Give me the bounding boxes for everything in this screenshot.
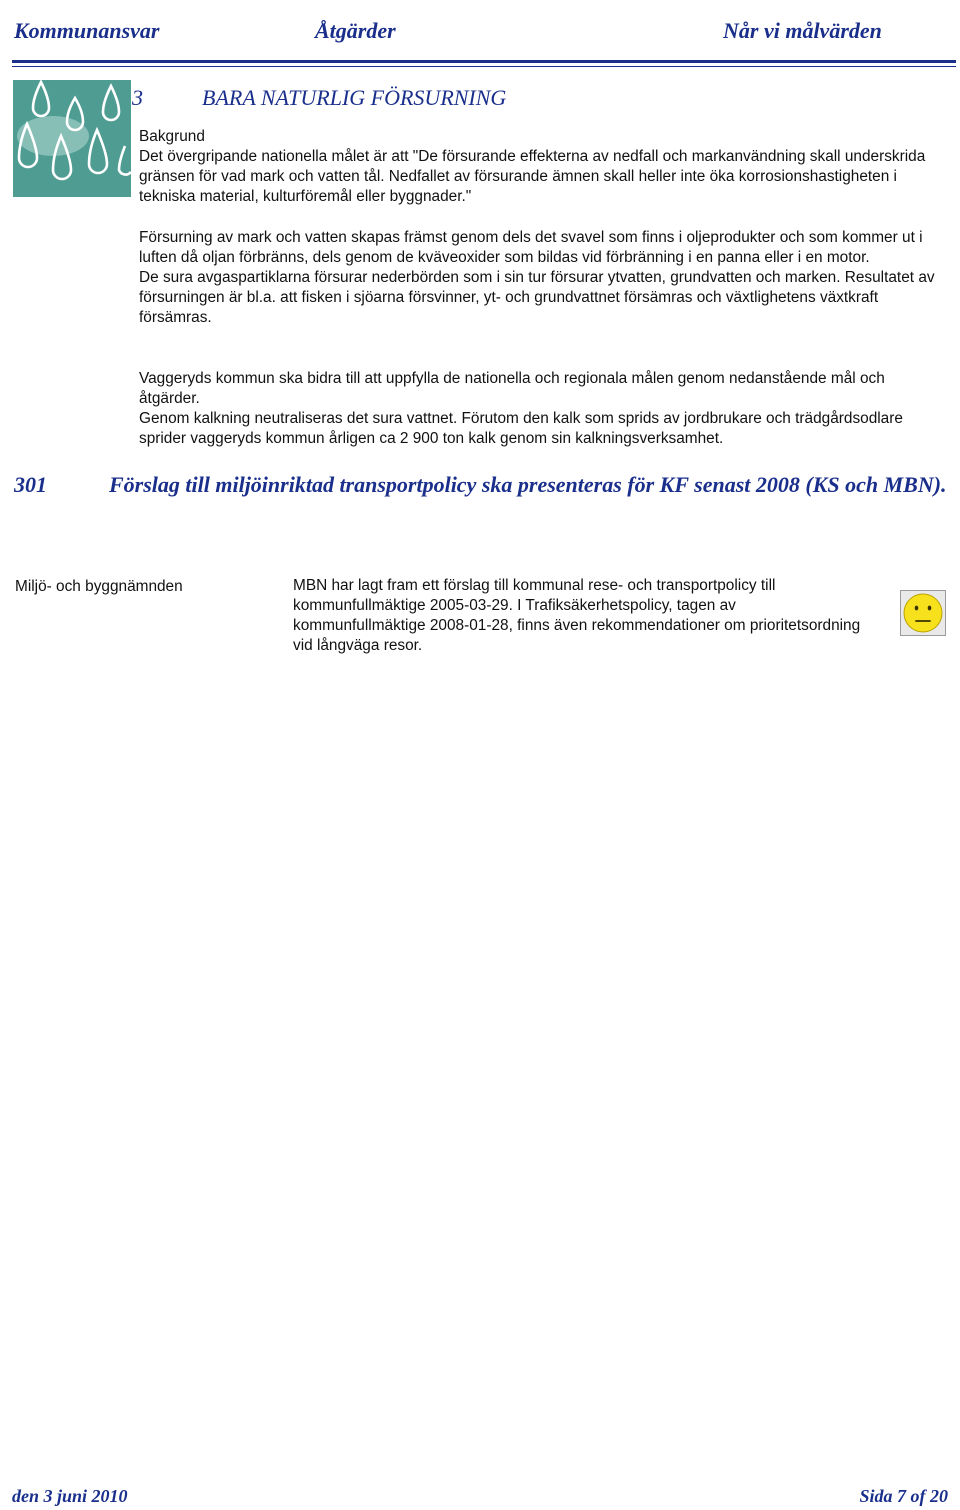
goal-text: Förslag till miljöinriktad transportpolicy ska presenteras för KF senast 2008 (KS och MBN).	[109, 472, 947, 497]
goal-number: 301	[14, 472, 47, 497]
raindrops-logo-icon	[13, 80, 131, 197]
section-title-text: BARA NATURLIG FÖRSURNING	[202, 85, 507, 110]
header-atgarder: Åtgärder	[315, 18, 396, 43]
page-header	[0, 14, 960, 50]
municipality-paragraph-goals: Vaggeryds kommun ska bidra till att uppfylla de nationella och regionala målen genom nedanstående mål och åtgärder.	[139, 370, 885, 407]
responsible-party: Miljö- och byggnämnden	[15, 578, 183, 595]
section-number: 3	[132, 85, 143, 110]
acidification-paragraph-effects: De sura avgaspartiklarna försurar nederbörden som i sin tur försurar ytvatten, grundvatten och marken. Resultatet av försurningen är bl.a. att fisken i sjöarna försvinner, yt- och grundvattnet försämras och växtlighetens växtkraft försämras.	[139, 269, 935, 326]
municipality-paragraph-liming: Genom kalkning neutraliseras det sura vattnet. Förutom den kalk som sprids av jordbrukare och trädgårdsodlare sprider vaggeryds kommun årligen ca 2 900 ton kalk genom sin kalkningsverksamhet.	[139, 410, 903, 447]
action-description: MBN har lagt fram ett förslag till kommunal rese- och transportpolicy till kommunfullmäktige 2005-03-29. I Trafiksäkerhetspolicy, tagen av kommunfullmäktige 2008-01-28, finns även rekommendationer om prioritetsordning vid långväga resor.	[293, 577, 861, 654]
footer-page-number: Sida 7 of 20	[859, 1486, 948, 1506]
acidification-paragraph-causes: Försurning av mark och vatten skapas främst genom dels det svavel som finns i oljeprodukter och som kommer ut i luften då oljan förbränns, dels genom de kväveoxider som bildas vid förbränning i en panna eller i en motor.	[139, 229, 923, 266]
goal-heading	[14, 470, 954, 500]
background-block	[139, 127, 939, 207]
header-divider-thin	[12, 66, 956, 67]
header-malvarden: Når vi målvärden	[723, 18, 882, 43]
header-kommunansvar: Kommunansvar	[14, 18, 160, 43]
section-title	[132, 85, 506, 111]
acidification-block	[139, 228, 939, 328]
background-paragraph-national-goal: Det övergripande nationella målet är att "De försurande effekterna av nedfall och markanvändning skall underskrida gränsen för vad mark och vatten tål. Nedfallet av försurande ämnen skall heller inte öka korrosionshastigheten i tekniska material, kulturföremål eller byggnader."	[139, 148, 926, 205]
footer-date: den 3 juni 2010	[12, 1486, 128, 1506]
neutral-smiley-icon	[900, 590, 946, 636]
background-label: Bakgrund	[139, 128, 205, 145]
header-divider-thick	[12, 60, 956, 63]
municipality-block	[139, 369, 939, 449]
